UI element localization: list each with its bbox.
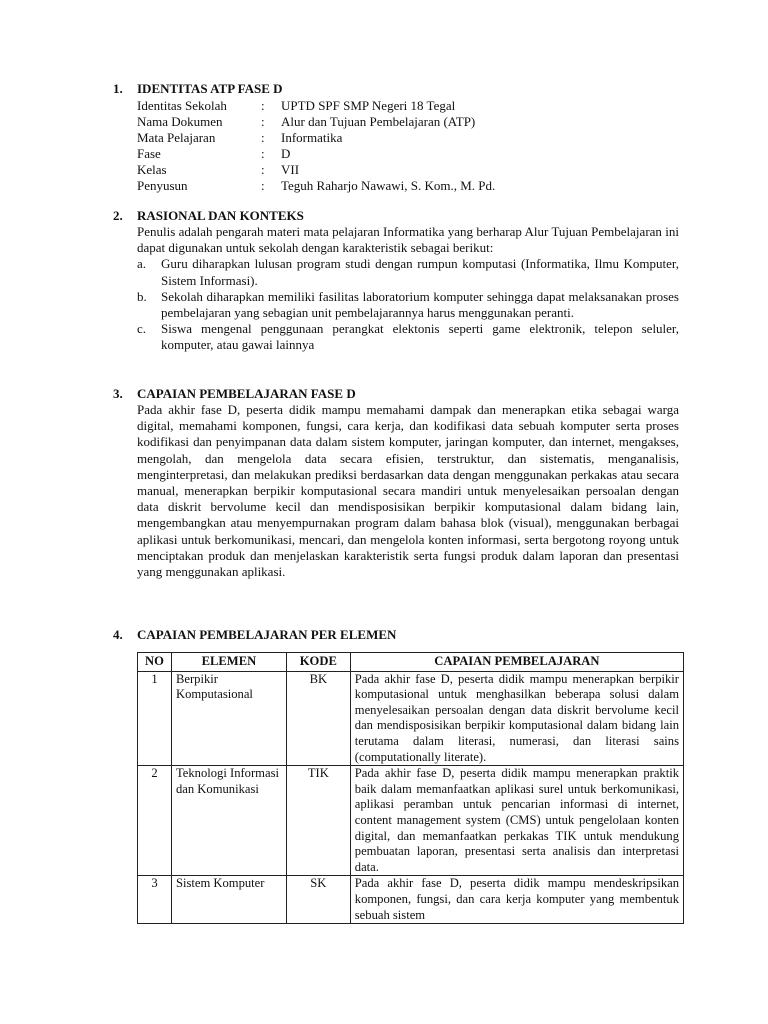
section-number: 4.: [113, 627, 123, 642]
paragraph: Penulis adalah pengarah materi mata pelajaran Informatika yang berharap Alur Tujuan Pembelajaran ini dapat digunakan untuk sekolah dengan karakteristik sebagai berikut:: [137, 224, 679, 256]
list-item: b. Sekolah diharapkan memiliki fasilitas laboratorium komputer sehingga dapat melaksanakan proses pembelajaran yang sebagian unit pembelajarannya harus menggunakan peranti.: [137, 288, 679, 321]
identity-row: Fase : D: [137, 146, 291, 162]
cell-no: 2: [138, 766, 172, 876]
section-rasional: [113, 208, 679, 354]
section-heading: [113, 81, 679, 97]
section-identitas: [113, 81, 679, 195]
cell-kode: SK: [286, 876, 350, 924]
section-title: CAPAIAN PEMBELAJARAN FASE D: [137, 386, 356, 401]
section-number: 2.: [113, 208, 123, 223]
section-number: 3.: [113, 386, 123, 401]
section-title: RASIONAL DAN KONTEKS: [137, 208, 304, 223]
section-title: IDENTITAS ATP FASE D: [137, 81, 283, 96]
cell-capaian: Pada akhir fase D, peserta didik mampu menerapkan praktik baik dalam memanfaatkan aplikasi surel untuk berkomunikasi, aplikasi peramban untuk pencarian informasi di internet, content management system (CMS) untuk pengelolaan konten digital, dan memanfaatkan perkakas TIK untuk mendukung pembuatan laporan, presentasi serta analisis dan interpretasi data.: [350, 766, 683, 876]
section-capaian-elemen: [113, 627, 679, 643]
cell-capaian: Pada akhir fase D, peserta didik mampu menerapkan berpikir komputasional untuk menghasilkan beberapa solusi dalam menyelesaikan persoalan dengan data diskrit bervolume kecil dan mendisposisikan berpikir komputasional dalam bidang lain terutama dalam literasi, numerasi, dan literasi sains (computationally literate).: [350, 671, 683, 766]
section-number: 1.: [113, 81, 123, 96]
list-item: c. Siswa mengenal penggunaan perangkat elektonis seperti game elektronik, telepon seluler, komputer, atau gawai lainnya: [137, 321, 679, 353]
cell-no: 3: [138, 876, 172, 924]
table-row: [138, 671, 684, 766]
section-heading: [113, 386, 679, 402]
identity-row: Kelas : VII: [137, 162, 300, 178]
column-header: NO: [138, 653, 172, 672]
paragraph: Pada akhir fase D, peserta didik mampu memahami dampak dan menerapkan etika sebagai warga digital, memahami komponen, fungsi, cara kerja, dan kodifikasi data sebuah komputer serta proses kodifikasi dan penyimpanan data dalam sistem komputer, jaringan komputer, dan internet, mengakses, mengolah, dan mengelola data secara efisien, terstruktur, dan sistematis, menganalisis, menginterpretasi, dan melakukan prediksi berdasarkan data dengan menggunakan perkakas atau secara manual, menerapkan berpikir komputasional secara mandiri untuk menyelesaikan persoalan dengan data diskrit bervolume kecil dan mendisposisikan berpikir komputasional dalam bidang lain, mengembangkan atau menyempurnakan program dalam bahasa blok (visual), menggunakan berbagai aplikasi untuk berkomunikasi, mencari, dan mengelola konten informasi, serta bergotong royong untuk menciptakan produk dan menjelaskan karakteristik serta fungsi produk dalam laporan dan presentasi yang menggunakan aplikasi.: [137, 402, 679, 580]
cell-elemen: Sistem Komputer: [171, 876, 286, 924]
section-capaian-fase: [113, 386, 679, 580]
cell-elemen: Teknologi Informasi dan Komunikasi: [171, 766, 286, 876]
table-row: [138, 766, 684, 876]
identity-row: Nama Dokumen : Alur dan Tujuan Pembelajaran (ATP): [137, 113, 476, 129]
cell-kode: TIK: [286, 766, 350, 876]
cell-capaian: Pada akhir fase D, peserta didik mampu mendeskripsikan komponen, fungsi, dan cara kerja komputer yang membentuk sebuah sistem: [350, 876, 683, 924]
column-header: KODE: [286, 653, 350, 672]
identity-row: Mata Pelajaran : Informatika: [137, 129, 343, 145]
cell-no: 1: [138, 671, 172, 766]
capaian-table: [137, 652, 684, 924]
table-row: [138, 876, 684, 924]
cell-kode: BK: [286, 671, 350, 766]
section-heading: [113, 208, 679, 224]
section-title: CAPAIAN PEMBELAJARAN PER ELEMEN: [137, 627, 397, 642]
column-header: CAPAIAN PEMBELAJARAN: [350, 653, 683, 672]
cell-elemen: Berpikir Komputasional: [171, 671, 286, 766]
column-header: ELEMEN: [171, 653, 286, 672]
identity-row: Identitas Sekolah : UPTD SPF SMP Negeri 18 Tegal: [137, 97, 456, 113]
list-item: a. Guru diharapkan lulusan program studi dengan rumpun komputasi (Informatika, Ilmu Komputer, Sistem Informasi).: [137, 256, 679, 288]
section-heading: [113, 627, 679, 643]
identity-row: Penyusun : Teguh Raharjo Nawawi, S. Kom., M. Pd.: [137, 178, 496, 194]
table-header-row: [138, 653, 684, 672]
